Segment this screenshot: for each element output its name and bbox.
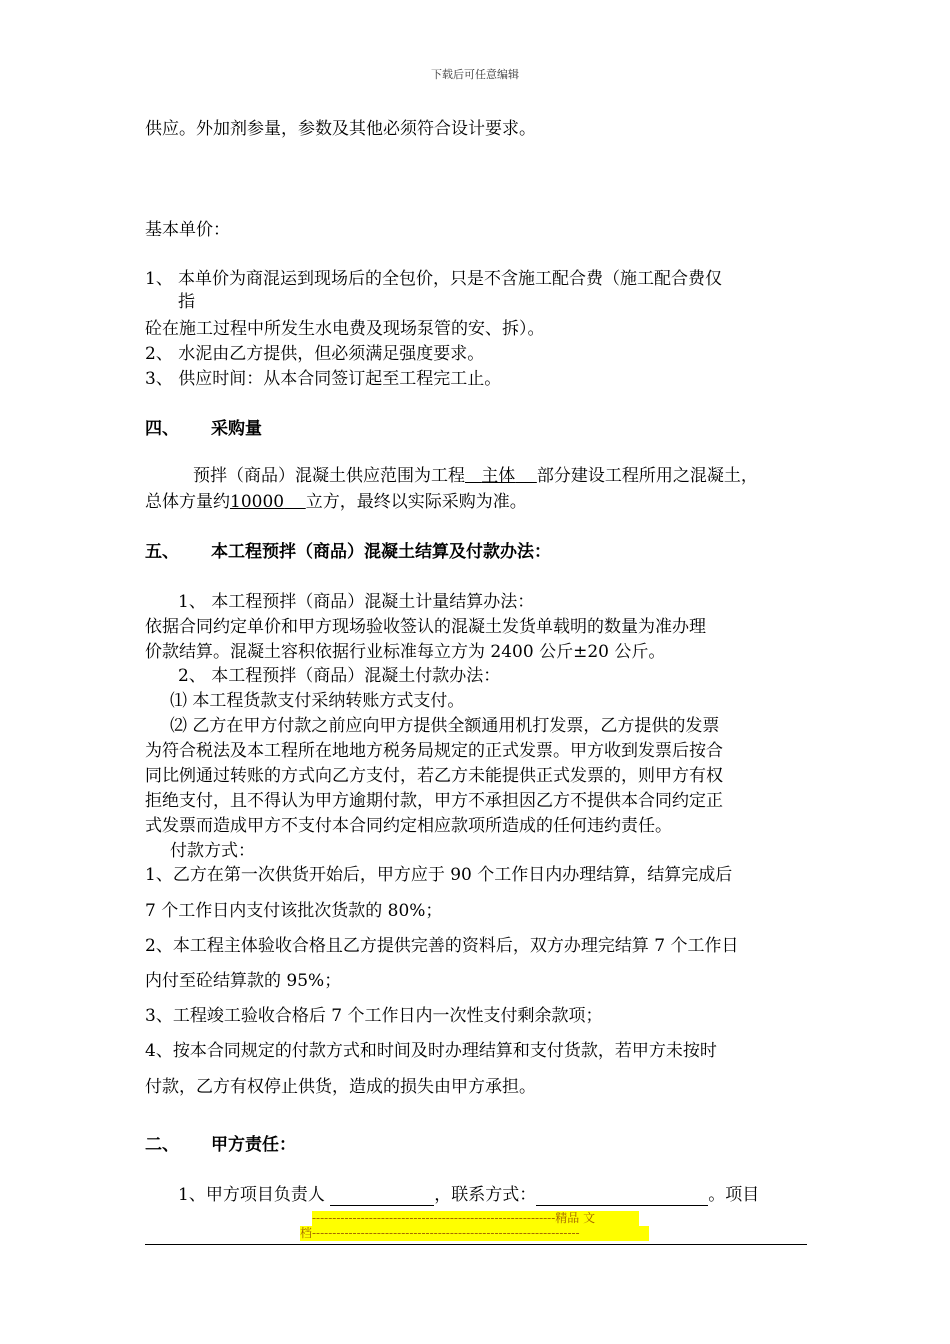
section5-point1: ⑴ 本工程货款支付采纳转账方式支付。 <box>170 691 465 711</box>
section4-title: 采购量 <box>211 419 262 439</box>
project-manager-blank <box>330 1187 434 1206</box>
section4-line2 <box>145 491 527 513</box>
section5-title: 本工程预拌（商品）混凝土结算及付款办法： <box>211 542 551 562</box>
intro-paragraph: 供应。外加剂参量，参数及其他必须符合设计要求。 <box>145 119 536 139</box>
price-title: 基本单价： <box>145 220 230 240</box>
section4-line1-a: 预拌（商品）混凝土供应范围为工程 <box>193 466 465 486</box>
section4-volume: 10000 <box>230 492 285 512</box>
section2-number: 二、 <box>145 1135 179 1155</box>
section5-point2-line2: 为符合税法及本工程所在地地方税务局规定的正式发票。甲方收到发票后按合 <box>145 741 723 761</box>
section5-number: 五、 <box>145 542 179 562</box>
section2-line1-end: 。项目 <box>708 1185 760 1205</box>
payment-item4-line1: 4、按本合同规定的付款方式和时间及时办理结算和支付货款，若甲方未按时 <box>145 1041 717 1061</box>
section4-line2-b: 立方，最终以实际采购为准。 <box>305 492 527 512</box>
contact-label: ，联系方式： <box>434 1185 537 1205</box>
footer-watermark-line2: 档------------------------------------------------------------------ <box>300 1226 649 1241</box>
price-item1-line2: 砼在施工过程中所发生水电费及现场泵管的安、拆）。 <box>145 319 545 339</box>
section4-line1-b: 部分建设工程所用之混凝土， <box>536 466 758 486</box>
payment-title: 付款方式： <box>170 841 255 861</box>
price-item1-num: 1、 <box>145 269 173 289</box>
section4-project-part: 主体 <box>481 466 516 486</box>
price-item3: 3、 供应时间：从本合同签订起至工程完工止。 <box>145 369 502 389</box>
section2-title: 甲方责任： <box>211 1135 296 1155</box>
payment-item2-line2: 内付至砼结算款的 95%； <box>145 971 342 991</box>
section2-line1 <box>178 1184 759 1206</box>
footer-watermark-line1: ------------------------------------------------------------精品 文 <box>312 1211 639 1226</box>
footer-divider <box>145 1244 807 1245</box>
payment-item1-line1: 1、乙方在第一次供货开始后，甲方应于 90 个工作日内办理结算，结算完成后 <box>145 865 733 885</box>
section4-line2-a: 总体方量约 <box>145 492 230 512</box>
payment-item2-line1: 2、本工程主体验收合格且乙方提供完善的资料后，双方办理完结算 7 个工作日 <box>145 936 739 956</box>
section5-sub1-line2: 价款结算。混凝土容积依据行业标准每立方为 2400 公斤±20 公斤。 <box>145 642 666 662</box>
section5-sub1-line1: 依据合同约定单价和甲方现场验收签认的混凝土发货单载明的数量为准办理 <box>145 617 706 637</box>
payment-item3: 3、工程竣工验收合格后 7 个工作日内一次性支付剩余款项； <box>145 1006 603 1026</box>
price-item1-line1: 本单价为商混运到现场后的全包价，只是不含施工配合费（施工配合费仅 <box>178 269 722 289</box>
section5-point2-line1: ⑵ 乙方在甲方付款之前应向甲方提供全额通用机打发票，乙方提供的发票 <box>170 716 720 736</box>
project-manager-label: 1、甲方项目负责人 <box>178 1185 325 1205</box>
payment-item4-line2: 付款，乙方有权停止供货，造成的损失由甲方承担。 <box>145 1077 536 1097</box>
section5-point2-line4: 拒绝支付，且不得认为甲方逾期付款，甲方不承担因乙方不提供本合同约定正 <box>145 791 723 811</box>
payment-item1-line2: 7 个工作日内支付该批次货款的 80%； <box>145 901 443 921</box>
price-item1-line1b: 指 <box>178 292 195 312</box>
contact-blank <box>536 1187 708 1206</box>
section5-sub2: 2、 本工程预拌（商品）混凝土付款办法： <box>178 666 501 686</box>
section5-point2-line5: 式发票而造成甲方不支付本合同约定相应款项所造成的任何违约责任。 <box>145 816 672 836</box>
section4-line1 <box>193 465 758 487</box>
section4-number: 四、 <box>145 419 179 439</box>
page-header: 下载后可任意编辑 <box>431 68 519 81</box>
section5-sub1: 1、 本工程预拌（商品）混凝土计量结算办法： <box>178 592 535 612</box>
section5-point2-line3: 同比例通过转账的方式向乙方支付，若乙方未能提供正式发票的，则甲方有权 <box>145 766 723 786</box>
price-item2: 2、 水泥由乙方提供，但必须满足强度要求。 <box>145 344 485 364</box>
